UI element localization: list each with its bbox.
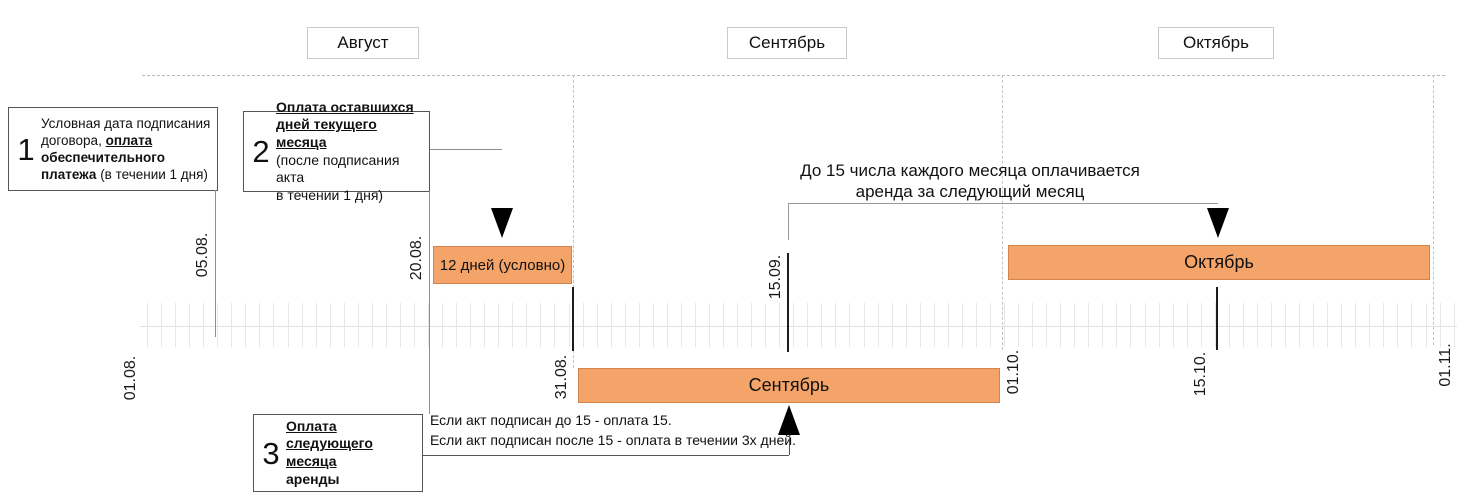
day-tick: [1088, 303, 1089, 347]
event-1-line2a: договора,: [41, 133, 106, 148]
day-tick: [976, 303, 977, 347]
event-3-line2: следующего месяца: [286, 435, 373, 469]
date-label-05-08: 05.08.: [194, 232, 211, 278]
day-tick: [316, 303, 317, 347]
bar-october-label: Октябрь: [1184, 252, 1254, 272]
day-tick: [1032, 303, 1033, 347]
event-box-2: [243, 98, 430, 203]
day-tick: [456, 303, 457, 347]
day-tick: [583, 303, 584, 347]
day-tick: [653, 303, 654, 347]
date-label-01-10: 01.10.: [1005, 349, 1022, 395]
day-tick: [498, 303, 499, 347]
day-tick: [849, 303, 850, 347]
day-tick: [217, 303, 218, 347]
date-label-20-08: 20.08.: [408, 235, 425, 281]
day-tick: [526, 303, 527, 347]
day-tick: [835, 303, 836, 347]
bracket-horizontal-line: [788, 203, 1218, 204]
day-tick: [1313, 303, 1314, 347]
day-tick: [273, 303, 274, 347]
day-tick: [1074, 303, 1075, 347]
day-tick: [1145, 303, 1146, 347]
day-tick: [484, 303, 485, 347]
day-tick: [709, 303, 710, 347]
day-tick: [372, 303, 373, 347]
day-tick: [1397, 303, 1398, 347]
day-tick: [189, 303, 190, 347]
day-tick: [540, 303, 541, 347]
day-tick: [737, 303, 738, 347]
day-tick: [821, 303, 822, 347]
event-1-line2b: оплата: [105, 133, 153, 148]
marker-line-15-09: [787, 253, 789, 352]
month-header-october: [1158, 27, 1274, 59]
day-tick: [1187, 303, 1188, 347]
conditions-line2: Если акт подписан после 15 - оплата в течении 3х дней.: [430, 432, 796, 449]
month-header-september: [727, 27, 847, 59]
day-tick: [934, 303, 935, 347]
event-3-line1: Оплата: [286, 417, 337, 434]
event-box-3: [253, 414, 423, 492]
month-header-label: Октябрь: [1183, 33, 1249, 52]
day-tick: [1299, 303, 1300, 347]
day-tick: [1411, 303, 1412, 347]
annotation-line1: До 15 числа каждого месяца оплачивается: [800, 161, 1140, 180]
day-tick: [920, 303, 921, 347]
event-2-line1: Оплата оставшихся: [276, 98, 414, 115]
day-tick: [864, 303, 865, 347]
bar-september-label: Сентябрь: [748, 375, 830, 395]
dashed-guide-01-10: [1002, 75, 1003, 350]
date-label-01-08: 01.08.: [122, 355, 139, 401]
day-tick: [793, 303, 794, 347]
day-tick: [751, 303, 752, 347]
day-tick: [288, 303, 289, 347]
day-tick: [1341, 303, 1342, 347]
day-tick: [1102, 303, 1103, 347]
day-tick: [695, 303, 696, 347]
day-tick: [1355, 303, 1356, 347]
day-tick: [161, 303, 162, 347]
month-header-august: [307, 27, 419, 59]
day-tick: [779, 303, 780, 347]
day-tick: [1229, 303, 1230, 347]
day-tick: [1257, 303, 1258, 347]
event-1-line4a: платежа: [41, 167, 97, 182]
top-dashed-guide-line: [142, 75, 1445, 76]
date-label-15-10: 15.10.: [1192, 351, 1209, 397]
day-tick: [442, 303, 443, 347]
day-tick: [245, 303, 246, 347]
event-1-line1: Условная дата подписания: [41, 116, 211, 131]
event-2-text: [276, 99, 423, 205]
event-box-1: [8, 107, 218, 191]
date-label-31-08: 31.08.: [553, 354, 570, 400]
day-tick: [1159, 303, 1160, 347]
day-tick: [344, 303, 345, 347]
day-tick: [765, 303, 766, 347]
event-1-line3: обеспечительного: [41, 150, 165, 165]
event-2-line4: в течении 1 дня): [276, 186, 384, 203]
day-tick: [1271, 303, 1272, 347]
event-2-number: 2: [252, 134, 270, 169]
arrow-up-to-september-icon: [778, 405, 800, 435]
day-tick: [1285, 303, 1286, 347]
day-tick: [1243, 303, 1244, 347]
day-tick: [358, 303, 359, 347]
conditions-text: [430, 410, 810, 451]
day-tick: [1201, 303, 1202, 347]
event-2-line2: дней текущего месяца: [276, 116, 377, 150]
day-tick: [962, 303, 963, 347]
day-tick: [681, 303, 682, 347]
annotation-rent-rule: [740, 160, 1200, 202]
day-tick: [569, 303, 570, 347]
day-tick: [554, 303, 555, 347]
event-2-line3: (после подписания акта: [276, 151, 400, 186]
conditions-line1: Если акт подписан до 15 - оплата 15.: [430, 412, 672, 428]
day-tick: [723, 303, 724, 347]
day-tick: [807, 303, 808, 347]
day-tick: [512, 303, 513, 347]
event-2-connector-line: [430, 149, 502, 150]
event-3-number: 3: [262, 435, 280, 471]
conditions-connector-vertical: [789, 435, 790, 455]
day-tick: [639, 303, 640, 347]
bar-september: [578, 368, 1000, 403]
conditions-connector-horizontal: [423, 455, 789, 456]
day-tick: [948, 303, 949, 347]
event-1-number: 1: [17, 131, 35, 167]
dashed-guide-01-11: [1433, 75, 1434, 345]
date-label-01-11: 01.11.: [1437, 343, 1454, 387]
day-tick: [1327, 303, 1328, 347]
day-tick: [667, 303, 668, 347]
day-tick: [906, 303, 907, 347]
day-tick: [1369, 303, 1370, 347]
bar-12-days-label: 12 дней (условно): [439, 256, 566, 274]
marker-line-31-08: [572, 287, 574, 351]
day-tick: [597, 303, 598, 347]
arrow-down-to-12-days-icon: [491, 208, 513, 238]
bracket-left-leg: [788, 203, 789, 240]
date-label-15-09: 15.09.: [767, 254, 784, 300]
bar-12-days: [433, 246, 572, 284]
day-tick: [1116, 303, 1117, 347]
day-tick: [470, 303, 471, 347]
arrow-down-to-october-icon: [1207, 208, 1229, 238]
day-tick: [259, 303, 260, 347]
day-tick: [1383, 303, 1384, 347]
event-1-line4b: (в течении 1 дня): [96, 167, 208, 182]
day-tick: [302, 303, 303, 347]
bar-october: [1008, 245, 1430, 280]
day-tick: [1173, 303, 1174, 347]
day-tick: [414, 303, 415, 347]
day-tick: [330, 303, 331, 347]
day-tick: [990, 303, 991, 347]
marker-line-15-10: [1216, 287, 1218, 350]
marker-line-20-08: [429, 191, 430, 414]
day-tick: [1046, 303, 1047, 347]
marker-line-05-08: [215, 190, 216, 337]
annotation-line2: аренда за следующий месяц: [855, 182, 1085, 202]
day-tick: [1130, 303, 1131, 347]
day-tick: [386, 303, 387, 347]
day-tick: [1060, 303, 1061, 347]
month-header-label: Сентябрь: [748, 33, 826, 52]
day-tick: [231, 303, 232, 347]
event-3-line3: аренды: [286, 470, 340, 487]
day-tick: [175, 303, 176, 347]
event-1-text: [41, 115, 211, 183]
event-3-text: [286, 418, 416, 489]
day-tick: [1426, 303, 1427, 347]
day-tick: [611, 303, 612, 347]
day-tick: [625, 303, 626, 347]
day-tick: [892, 303, 893, 347]
timeline-baseline: [140, 326, 1457, 327]
day-tick: [203, 303, 204, 347]
day-tick: [147, 303, 148, 347]
month-header-label: Август: [337, 33, 389, 52]
day-tick: [878, 303, 879, 347]
day-tick: [400, 303, 401, 347]
